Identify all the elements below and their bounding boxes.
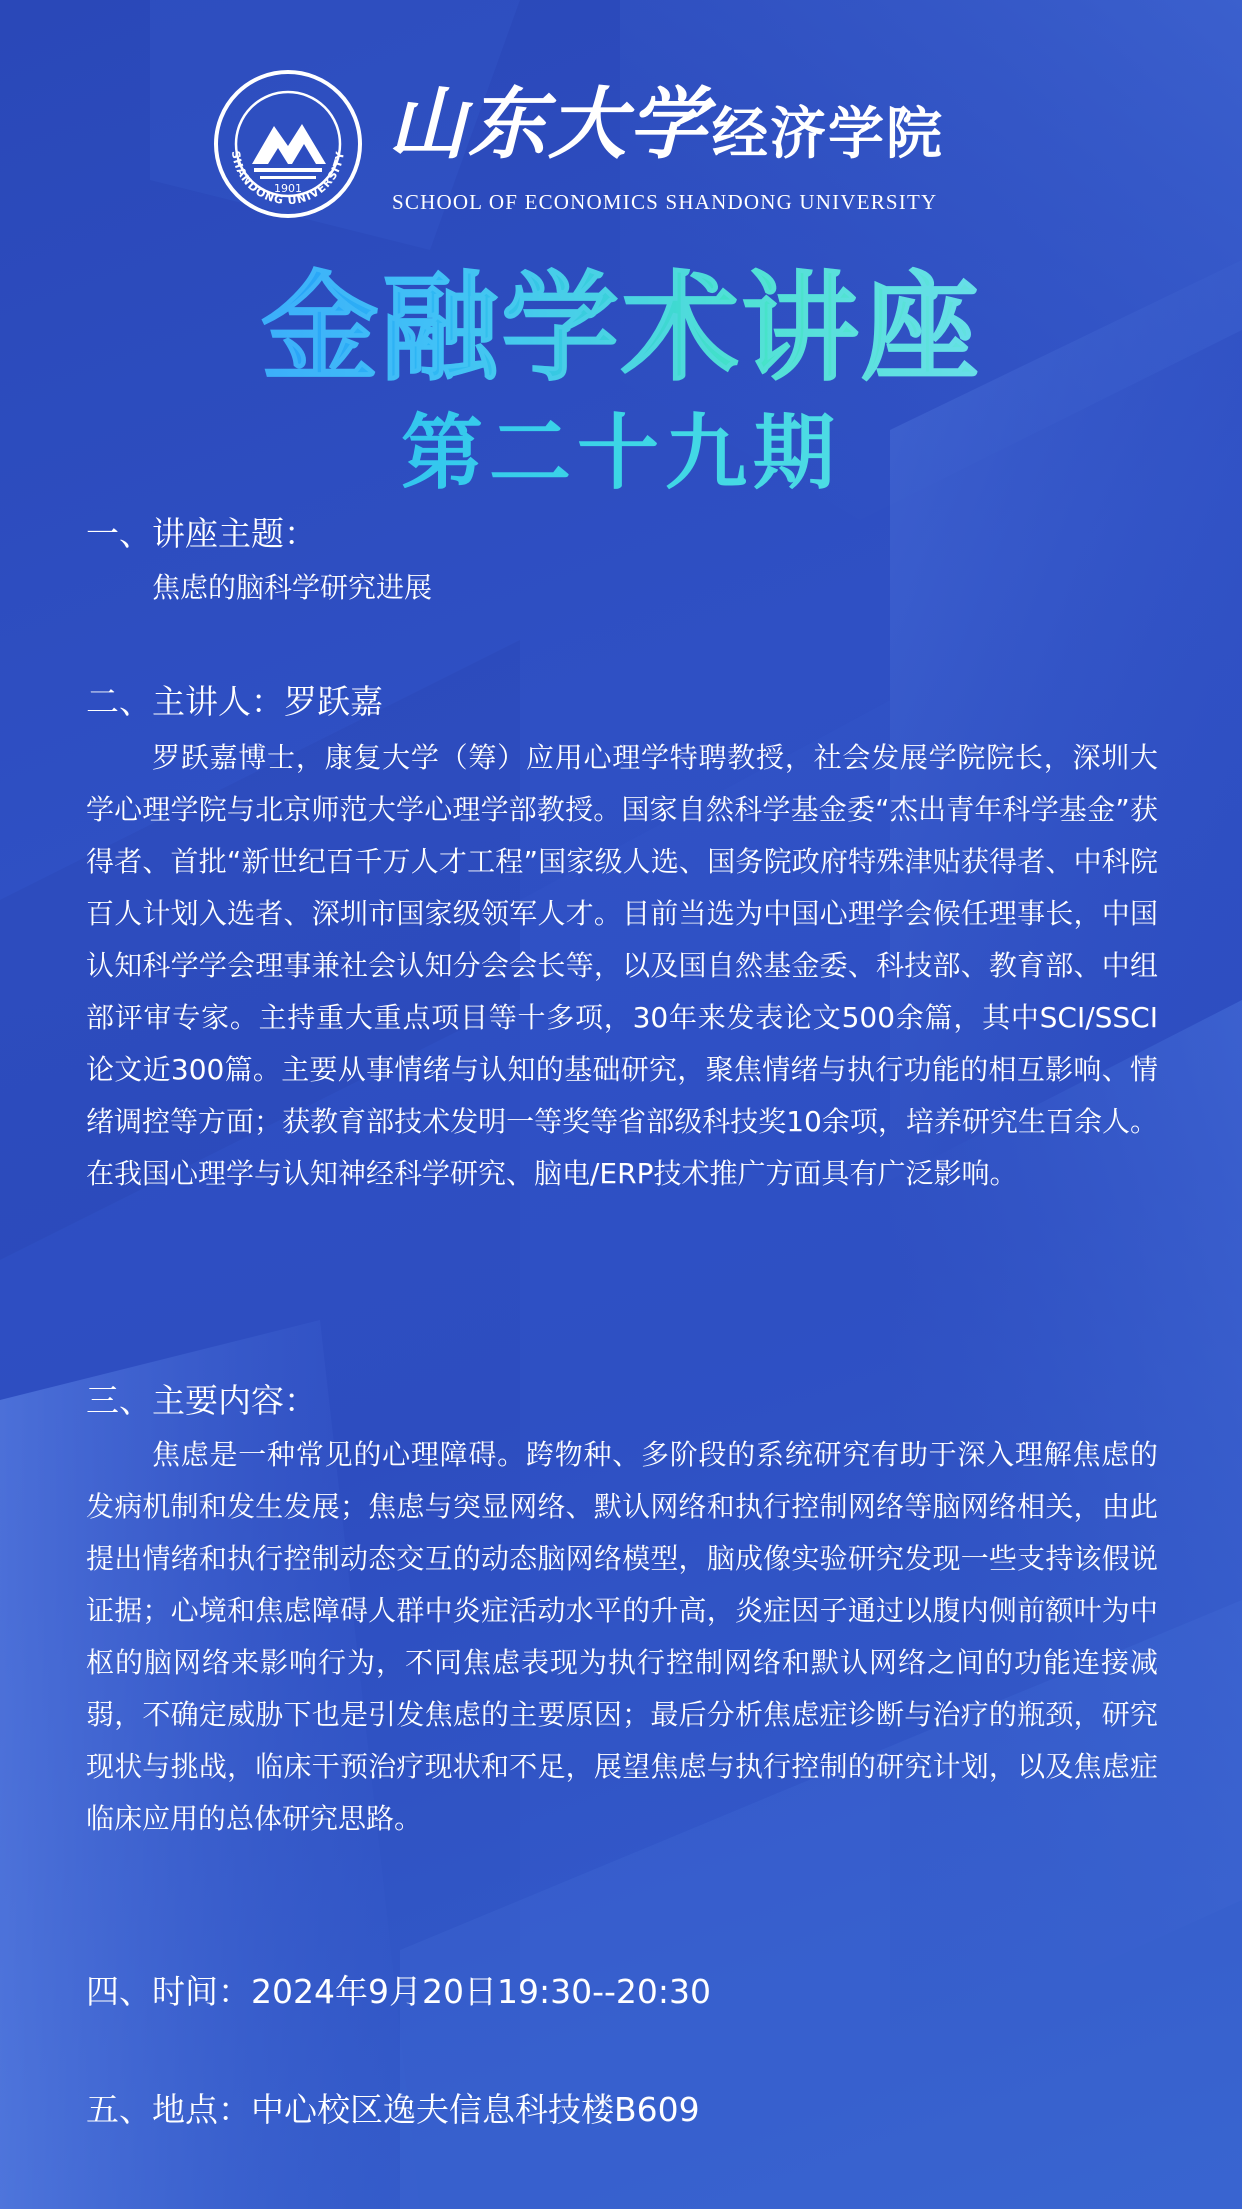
seal-ring-text: SHANDONG UNIVERSITY [228,150,348,208]
lecture-series-title: 金融学术讲座 [0,258,1242,398]
school-logo [212,64,972,224]
topic-value: 焦虑的脑科学研究进展 [152,571,433,604]
university-calligraphy: 山东大学 [388,79,709,170]
school-name-cn: 经济学院 [712,102,944,167]
school-name-en: SCHOOL OF ECONOMICS SHANDONG UNIVERSITY [392,190,938,214]
university-seal-icon [212,68,364,220]
issue-number: 第二十九期 [0,404,1242,504]
seal-year: 1901 [274,182,302,195]
content-text: 焦虑是一种常见的心理障碍。跨物种、多阶段的系统研究有助于深入理解焦虑的发病机制和发生发展；焦虑与突显网络、默认网络和执行控制网络等脑网络相关，由此提出情绪和执行控制动态交互的动态脑网络模型，脑成像实验研究发现一些支持该假说证据；心境和焦虑障碍人群中炎症活动水平的升高，炎症因子通过以腹内侧前额叶为中枢的脑网络来影响行为，不同焦虑表现为执行控制网络和默认网络之间的功能连接减弱，不确定威胁下也是引发焦虑的主要原因；最后分析焦虑症诊断与治疗的瓶颈，研究现状与挑战，临床干预治疗现状和不足，展望焦虑与执行控制的研究计划，以及焦虑症临床应用的总体研究思路。 [86,1438,1158,1835]
topic-heading: 一、讲座主题： [86,514,317,553]
time-info: 四、时间：2024年9月20日19:30--20:30 [86,1972,711,2011]
location-info: 五、地点：中心校区逸夫信息科技楼B609 [86,2090,700,2129]
speaker-bio: 罗跃嘉博士，康复大学（筹）应用心理学特聘教授，社会发展学院院长，深圳大学心理学院与北京师范大学心理学部教授。国家自然科学基金委“杰出青年科学基金”获得者、首批“新世纪百千万人才工程”国家级人选、国务院政府特殊津贴获得者、中科院百人计划入选者、深圳市国家级领军人才。目前当选为中国心理学会候任理事长，中国认知科学学会理事兼社会认知分会会长等，以及国自然基金委、科技部、教育部、中组部评审专家。主持重大重点项目等十多项，30年来发表论文500余篇，其中SCI/SSCI论文近300篇。主要从事情绪与认知的基础研究，聚焦情绪与执行功能的相互影响、情绪调控等方面；获教育部技术发明一等奖等省部级科技奖10余项，培养研究生百余人。在我国心理学与认知神经科学研究、脑电/ERP技术推广方面具有广泛影响。 [86,741,1158,1190]
speaker-heading: 二、主讲人：罗跃嘉 [86,682,383,721]
content-heading: 三、主要内容： [86,1381,317,1420]
